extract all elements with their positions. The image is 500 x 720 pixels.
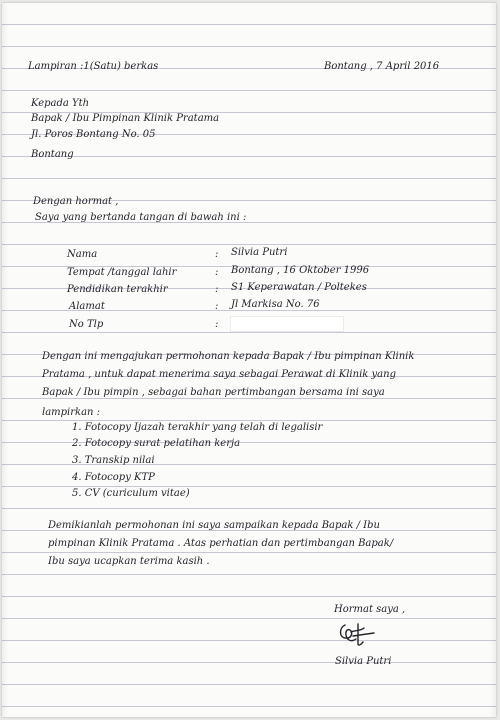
recipient-line-2: Jl. Poros Bontang No. 05 bbox=[31, 129, 156, 140]
field-value-nama: Silvia Putri bbox=[231, 247, 288, 258]
field-label-ttl: Tempat /tanggal lahir bbox=[67, 267, 177, 278]
field-sep-pendidikan: : bbox=[215, 284, 219, 295]
body-line-3: Bapak / Ibu pimpin , sebagai bahan pertimbangan bersama ini saya bbox=[42, 387, 385, 398]
field-sep-ttl: : bbox=[215, 267, 219, 278]
field-sep-tlp: : bbox=[215, 319, 219, 330]
letter-page bbox=[2, 3, 496, 717]
place-date: Bontang , 7 April 2016 bbox=[324, 61, 440, 72]
attachment-item: 3. Transkip nilai bbox=[72, 455, 155, 466]
recipient-kepada: Kepada Yth bbox=[31, 98, 90, 109]
field-sep-alamat: : bbox=[215, 301, 219, 312]
field-label-pendidikan: Pendidikan terakhir bbox=[67, 284, 168, 295]
greeting: Dengan hormat , bbox=[33, 196, 119, 207]
closing-line-3: Ibu saya ucapkan terima kasih . bbox=[48, 556, 210, 567]
recipient-line-3: Bontang bbox=[31, 149, 74, 160]
phone-redaction bbox=[230, 316, 344, 332]
closing-line-1: Demikianlah permohonan ini saya sampaikan kepada Bapak / Ibu bbox=[48, 520, 380, 531]
signature-name: Silvia Putri bbox=[335, 656, 392, 667]
field-sep-nama: : bbox=[215, 249, 219, 260]
field-label-nama: Nama bbox=[67, 249, 98, 260]
attachment-item: 5. CV (curiculum vitae) bbox=[72, 488, 190, 499]
handwritten-signature bbox=[336, 620, 384, 650]
attachment-item: 2. Fotocopy surat pelatihan kerja bbox=[72, 438, 241, 449]
field-label-tlp: No Tlp bbox=[69, 319, 104, 330]
field-value-ttl: Bontang , 16 Oktober 1996 bbox=[231, 265, 370, 276]
body-line-1: Dengan ini mengajukan permohonan kepada Bapak / Ibu pimpinan Klinik bbox=[42, 351, 415, 362]
signature-salutation: Hormat saya , bbox=[334, 604, 406, 615]
field-value-alamat: Jl Markisa No. 76 bbox=[231, 299, 320, 310]
intro-line: Saya yang bertanda tangan di bawah ini : bbox=[35, 212, 247, 223]
recipient-line-1: Bapak / Ibu Pimpinan Klinik Pratama bbox=[31, 113, 220, 124]
attachment-count-line: Lampiran :1(Satu) berkas bbox=[28, 61, 159, 72]
closing-line-2: pimpinan Klinik Pratama . Atas perhatian dan pertimbangan Bapak/ bbox=[48, 538, 394, 549]
field-value-pendidikan: S1 Keperawatan / Poltekes bbox=[231, 282, 367, 293]
field-label-alamat: Alamat bbox=[69, 301, 105, 312]
body-line-4: lampirkan : bbox=[42, 407, 101, 418]
attachment-item: 4. Fotocopy KTP bbox=[72, 472, 155, 483]
body-line-2: Pratama , untuk dapat menerima saya sebagai Perawat di Klinik yang bbox=[42, 369, 396, 380]
attachment-item: 1. Fotocopy Ijazah terakhir yang telah di legalisir bbox=[72, 422, 323, 433]
